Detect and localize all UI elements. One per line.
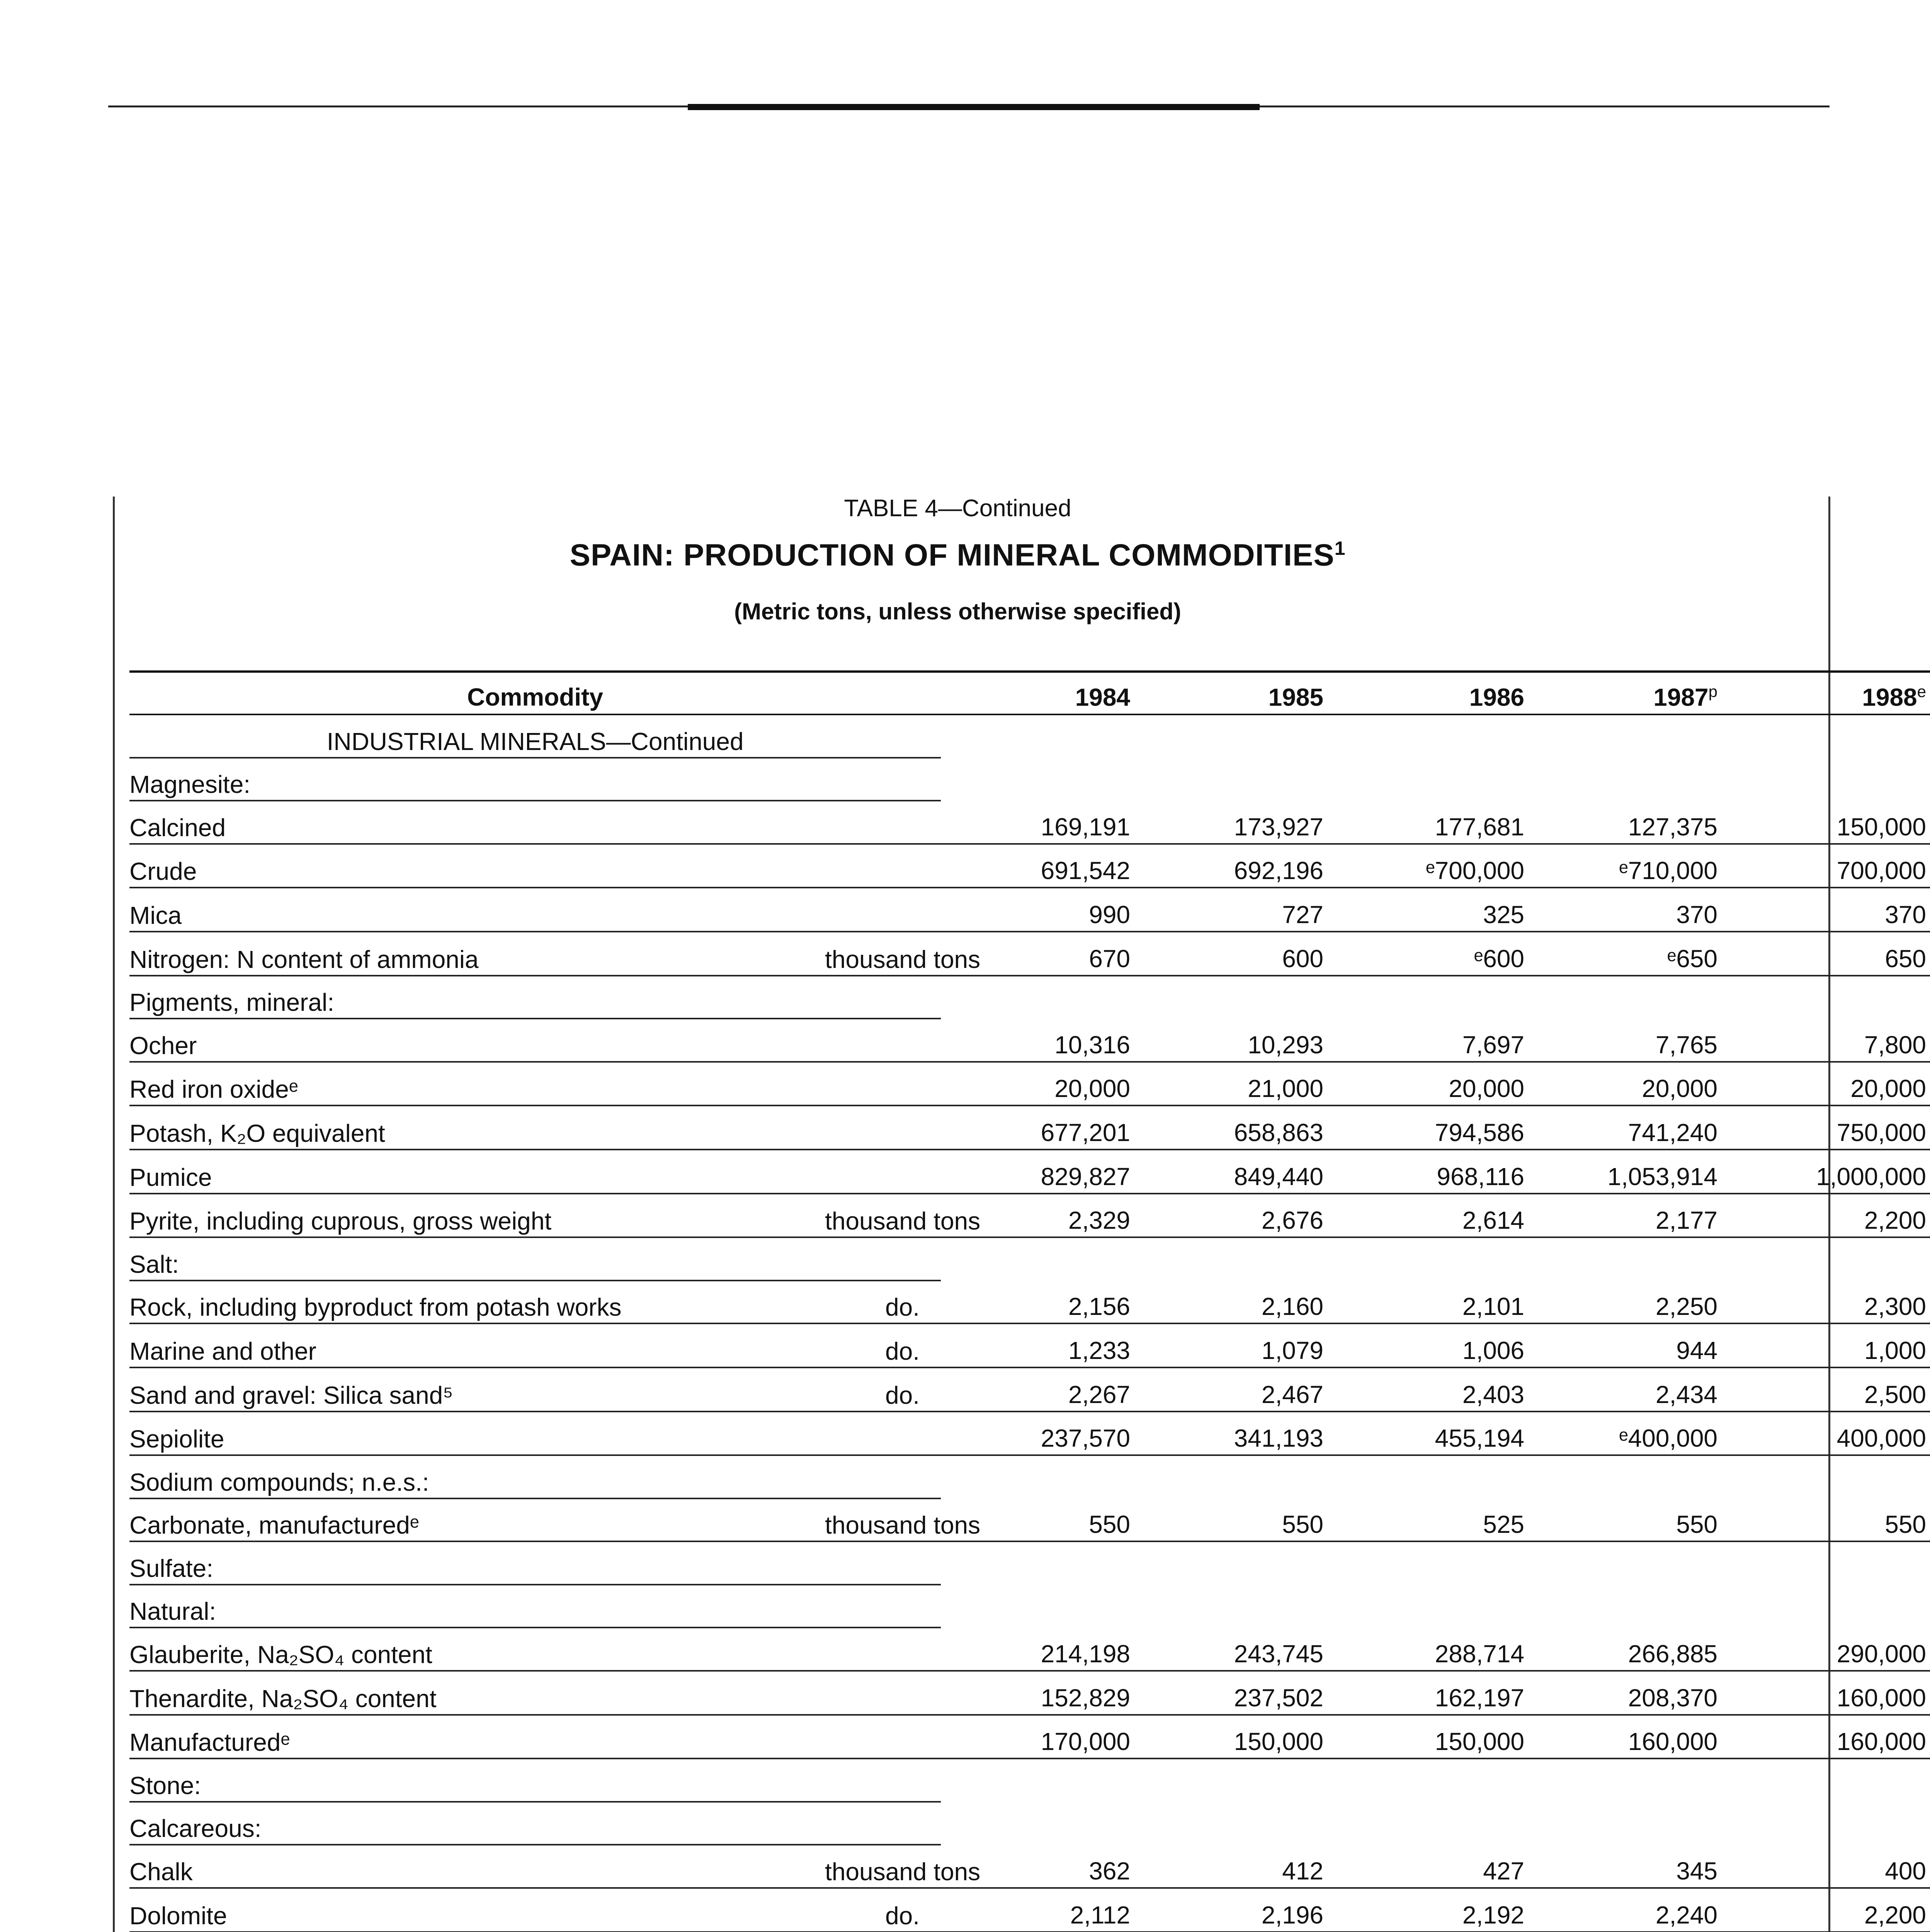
- value-cell: 150,000: [1134, 1715, 1327, 1759]
- value-cell: [1327, 1585, 1528, 1628]
- value-cell: 677,201: [941, 1105, 1134, 1150]
- table-row: [129, 1845, 1930, 1888]
- value-cell: [1721, 1237, 1930, 1281]
- unit-label: thousand tons: [825, 1498, 941, 1542]
- table-title-footnote-mark: 1: [1334, 537, 1346, 559]
- unit-label: [825, 801, 941, 844]
- header-year-mark: p: [1708, 682, 1717, 701]
- value-cell: 650: [1721, 932, 1930, 976]
- value-cell: [1721, 1759, 1930, 1802]
- table-body: [129, 714, 1930, 1932]
- table-subtitle: (Metric tons, unless otherwise specified): [734, 599, 1181, 624]
- table-title: [0, 537, 1915, 573]
- table-row: [129, 1802, 1930, 1845]
- value-cell: [1327, 1759, 1528, 1802]
- value-cell: ᵉ400,000: [1528, 1412, 1721, 1456]
- value-cell: [1327, 976, 1528, 1019]
- value-cell: [1528, 1585, 1721, 1628]
- table-row: [129, 1455, 1930, 1498]
- value-cell: [941, 1585, 1134, 1628]
- table-row: [129, 1412, 1930, 1456]
- table-row: [129, 801, 1930, 844]
- value-cell: [941, 1541, 1134, 1585]
- value-cell: [1134, 758, 1327, 801]
- value-cell: 10,316: [941, 1019, 1134, 1062]
- commodity-label: Pyrite, including cuprous, gross weight: [129, 1194, 825, 1238]
- value-cell: 829,827: [941, 1150, 1134, 1194]
- unit-label: [825, 1759, 941, 1802]
- value-cell: 150,000: [1721, 801, 1930, 844]
- value-cell: 20,000: [1721, 1062, 1930, 1106]
- value-cell: 162,197: [1327, 1671, 1528, 1715]
- unit-label: thousand tons: [825, 1194, 941, 1238]
- commodity-label: Stone:: [129, 1759, 825, 1802]
- value-cell: 341,193: [1134, 1412, 1327, 1456]
- table-row: [129, 844, 1930, 888]
- header-year-label: 1988: [1862, 683, 1917, 711]
- commodity-label: Glauberite, Na₂SO₄ content: [129, 1628, 825, 1671]
- value-cell: 237,570: [941, 1412, 1134, 1456]
- unit-label: thousand tons: [825, 1845, 941, 1888]
- value-cell: 370: [1528, 888, 1721, 932]
- value-cell: ᵉ600: [1327, 932, 1528, 976]
- value-cell: [941, 1759, 1134, 1802]
- header-year: [941, 672, 1134, 714]
- value-cell: 21,000: [1134, 1062, 1327, 1106]
- commodity-label: Calcareous:: [129, 1802, 825, 1845]
- unit-label: [825, 1237, 941, 1281]
- value-cell: 400: [1721, 1845, 1930, 1888]
- value-cell: 550: [1134, 1498, 1327, 1542]
- value-cell: [1134, 1541, 1327, 1585]
- value-cell: 990: [941, 888, 1134, 932]
- value-cell: 169,191: [941, 801, 1134, 844]
- value-cell: [941, 758, 1134, 801]
- value-cell: 2,192: [1327, 1888, 1528, 1932]
- value-cell: [1134, 1802, 1327, 1845]
- unit-label: do.: [825, 1281, 941, 1324]
- value-cell: 170,000: [941, 1715, 1134, 1759]
- value-cell: 208,370: [1528, 1671, 1721, 1715]
- table-row: [129, 1237, 1930, 1281]
- header-year: [1528, 672, 1721, 714]
- value-cell: [1721, 1455, 1930, 1498]
- value-cell: 20,000: [1528, 1062, 1721, 1106]
- unit-label: [825, 1628, 941, 1671]
- value-cell: [1134, 976, 1327, 1019]
- commodity-label: Ocher: [129, 1019, 825, 1062]
- header-year: [1327, 672, 1528, 714]
- table-title-text: SPAIN: PRODUCTION OF MINERAL COMMODITIES: [570, 537, 1335, 572]
- value-cell: 1,053,914: [1528, 1150, 1721, 1194]
- table-row: [129, 1888, 1930, 1932]
- value-cell: [941, 1455, 1134, 1498]
- value-cell: 2,156: [941, 1281, 1134, 1324]
- table-label: TABLE 4—Continued: [844, 495, 1071, 522]
- value-cell: [1134, 1585, 1327, 1628]
- empty-cell: [1134, 714, 1327, 758]
- value-cell: [1528, 1802, 1721, 1845]
- value-cell: 7,800: [1721, 1019, 1930, 1062]
- value-cell: 266,885: [1528, 1628, 1721, 1671]
- value-cell: 243,745: [1134, 1628, 1327, 1671]
- table-row: [129, 1671, 1930, 1715]
- commodity-label: Potash, K₂O equivalent: [129, 1105, 825, 1150]
- unit-label: [825, 976, 941, 1019]
- table-row: [129, 758, 1930, 801]
- header-year-label: 1987: [1653, 683, 1709, 711]
- value-cell: 2,200: [1721, 1888, 1930, 1932]
- value-cell: [1721, 1541, 1930, 1585]
- value-cell: 2,329: [941, 1194, 1134, 1238]
- header-year-label: 1986: [1469, 683, 1524, 711]
- empty-cell: [1721, 714, 1930, 758]
- table-row: [129, 1541, 1930, 1585]
- value-cell: 427: [1327, 1845, 1528, 1888]
- value-cell: 160,000: [1721, 1715, 1930, 1759]
- value-cell: 2,403: [1327, 1367, 1528, 1412]
- commodity-label: Sodium compounds; n.e.s.:: [129, 1455, 825, 1498]
- top-rule-bold-segment: [688, 104, 1260, 110]
- value-cell: [1134, 1455, 1327, 1498]
- value-cell: 370: [1721, 888, 1930, 932]
- value-cell: 173,927: [1134, 801, 1327, 844]
- empty-cell: [1528, 714, 1721, 758]
- value-cell: [1134, 1759, 1327, 1802]
- commodity-label: Carbonate, manufacturedᵉ: [129, 1498, 825, 1542]
- value-cell: 550: [1528, 1498, 1721, 1542]
- commodity-label: Chalk: [129, 1845, 825, 1888]
- header-year-label: 1985: [1268, 683, 1323, 711]
- header-year-mark: e: [1917, 682, 1926, 701]
- table-row: [129, 888, 1930, 932]
- value-cell: 20,000: [1327, 1062, 1528, 1106]
- value-cell: 412: [1134, 1845, 1327, 1888]
- value-cell: 2,196: [1134, 1888, 1327, 1932]
- value-cell: 2,676: [1134, 1194, 1327, 1238]
- value-cell: 237,502: [1134, 1671, 1327, 1715]
- value-cell: 741,240: [1528, 1105, 1721, 1150]
- value-cell: 160,000: [1528, 1715, 1721, 1759]
- header-year-label: 1984: [1075, 683, 1130, 711]
- value-cell: 2,101: [1327, 1281, 1528, 1324]
- value-cell: 2,467: [1134, 1367, 1327, 1412]
- unit-label: do.: [825, 1323, 941, 1367]
- commodity-label: Marine and other: [129, 1323, 825, 1367]
- value-cell: 455,194: [1327, 1412, 1528, 1456]
- table-row: [129, 1150, 1930, 1194]
- empty-cell: [941, 714, 1134, 758]
- value-cell: 2,240: [1528, 1888, 1721, 1932]
- value-cell: ᵉ650: [1528, 932, 1721, 976]
- value-cell: [1721, 976, 1930, 1019]
- production-table: [129, 670, 1930, 1932]
- unit-label: [825, 1541, 941, 1585]
- empty-cell: [1327, 714, 1528, 758]
- value-cell: 1,000,000: [1721, 1150, 1930, 1194]
- header-commodity: Commodity: [129, 672, 941, 714]
- value-cell: 150,000: [1327, 1715, 1528, 1759]
- value-cell: 750,000: [1721, 1105, 1930, 1150]
- value-cell: 325: [1327, 888, 1528, 932]
- value-cell: 7,765: [1528, 1019, 1721, 1062]
- value-cell: [1327, 1455, 1528, 1498]
- value-cell: 670: [941, 932, 1134, 976]
- table-row: [129, 1715, 1930, 1759]
- commodity-label: Sulfate:: [129, 1541, 825, 1585]
- unit-label: [825, 844, 941, 888]
- value-cell: 2,250: [1528, 1281, 1721, 1324]
- value-cell: [1528, 1541, 1721, 1585]
- value-cell: 1,000: [1721, 1323, 1930, 1367]
- commodity-label: Pumice: [129, 1150, 825, 1194]
- table-row: [129, 1323, 1930, 1367]
- header-year: [1721, 672, 1930, 714]
- value-cell: 7,697: [1327, 1019, 1528, 1062]
- table-row: [129, 976, 1930, 1019]
- table-row: [129, 1585, 1930, 1628]
- value-cell: 691,542: [941, 844, 1134, 888]
- table-header-row: [129, 672, 1930, 714]
- value-cell: 345: [1528, 1845, 1721, 1888]
- value-cell: [941, 976, 1134, 1019]
- value-cell: [1721, 1802, 1930, 1845]
- value-cell: ᵉ710,000: [1528, 844, 1721, 888]
- value-cell: 550: [1721, 1498, 1930, 1542]
- unit-label: [825, 1412, 941, 1456]
- table-row: [129, 1759, 1930, 1802]
- commodity-label: Manufacturedᵉ: [129, 1715, 825, 1759]
- commodity-label: Magnesite:: [129, 758, 825, 801]
- value-cell: 658,863: [1134, 1105, 1327, 1150]
- unit-label: [825, 1019, 941, 1062]
- value-cell: [1327, 1541, 1528, 1585]
- value-cell: 2,160: [1134, 1281, 1327, 1324]
- value-cell: 2,614: [1327, 1194, 1528, 1238]
- table-row: [129, 1062, 1930, 1106]
- value-cell: [1134, 1237, 1327, 1281]
- value-cell: [1528, 1455, 1721, 1498]
- commodity-label: Calcined: [129, 801, 825, 844]
- table-row: [129, 1281, 1930, 1324]
- value-cell: 290,000: [1721, 1628, 1930, 1671]
- value-cell: 525: [1327, 1498, 1528, 1542]
- value-cell: 692,196: [1134, 844, 1327, 888]
- unit-label: thousand tons: [825, 932, 941, 976]
- unit-label: do.: [825, 1367, 941, 1412]
- commodity-label: Sand and gravel: Silica sand⁵: [129, 1367, 825, 1412]
- value-cell: 288,714: [1327, 1628, 1528, 1671]
- value-cell: [941, 1802, 1134, 1845]
- unit-label: do.: [825, 1888, 941, 1932]
- value-cell: [941, 1237, 1134, 1281]
- value-cell: ᵉ700,000: [1327, 844, 1528, 888]
- value-cell: 1,006: [1327, 1323, 1528, 1367]
- section-label: INDUSTRIAL MINERALS—Continued: [129, 714, 941, 758]
- value-cell: 2,200: [1721, 1194, 1930, 1238]
- commodity-label: Red iron oxideᵉ: [129, 1062, 825, 1106]
- value-cell: 2,500: [1721, 1367, 1930, 1412]
- value-cell: 944: [1528, 1323, 1721, 1367]
- value-cell: [1721, 758, 1930, 801]
- unit-label: [825, 1150, 941, 1194]
- table-row: [129, 1019, 1930, 1062]
- unit-label: [825, 1105, 941, 1150]
- table-row: [129, 1367, 1930, 1412]
- table-row: [129, 1498, 1930, 1542]
- value-cell: 2,177: [1528, 1194, 1721, 1238]
- commodity-label: Crude: [129, 844, 825, 888]
- value-cell: 794,586: [1327, 1105, 1528, 1150]
- commodity-label: Thenardite, Na₂SO₄ content: [129, 1671, 825, 1715]
- commodity-label: Natural:: [129, 1585, 825, 1628]
- table-row: [129, 1105, 1930, 1150]
- value-cell: 968,116: [1327, 1150, 1528, 1194]
- value-cell: 1,079: [1134, 1323, 1327, 1367]
- value-cell: 10,293: [1134, 1019, 1327, 1062]
- value-cell: [1528, 1237, 1721, 1281]
- value-cell: 550: [941, 1498, 1134, 1542]
- unit-label: [825, 1715, 941, 1759]
- value-cell: 1,233: [941, 1323, 1134, 1367]
- unit-label: [825, 1455, 941, 1498]
- value-cell: 2,112: [941, 1888, 1134, 1932]
- commodity-label: Salt:: [129, 1237, 825, 1281]
- value-cell: [1528, 758, 1721, 801]
- unit-label: [825, 758, 941, 801]
- value-cell: [1327, 1237, 1528, 1281]
- commodity-label: Pigments, mineral:: [129, 976, 825, 1019]
- unit-label: [825, 1062, 941, 1106]
- unit-label: [825, 1671, 941, 1715]
- value-cell: 177,681: [1327, 801, 1528, 844]
- value-cell: 127,375: [1528, 801, 1721, 844]
- value-cell: 849,440: [1134, 1150, 1327, 1194]
- value-cell: 2,300: [1721, 1281, 1930, 1324]
- value-cell: [1327, 758, 1528, 801]
- unit-label: [825, 888, 941, 932]
- value-cell: 152,829: [941, 1671, 1134, 1715]
- value-cell: 600: [1134, 932, 1327, 976]
- section-row: [129, 714, 1930, 758]
- value-cell: 362: [941, 1845, 1134, 1888]
- value-cell: 2,434: [1528, 1367, 1721, 1412]
- value-cell: 727: [1134, 888, 1327, 932]
- commodity-label: Dolomite: [129, 1888, 825, 1932]
- commodity-label: Mica: [129, 888, 825, 932]
- commodity-label: Rock, including byproduct from potash works: [129, 1281, 825, 1324]
- value-cell: 700,000: [1721, 844, 1930, 888]
- value-cell: 214,198: [941, 1628, 1134, 1671]
- table-row: [129, 1194, 1930, 1238]
- header-year: [1134, 672, 1327, 714]
- value-cell: 160,000: [1721, 1671, 1930, 1715]
- left-margin-line: [113, 497, 115, 1932]
- value-cell: 2,267: [941, 1367, 1134, 1412]
- unit-label: [825, 1802, 941, 1845]
- commodity-label: Sepiolite: [129, 1412, 825, 1456]
- value-cell: 400,000: [1721, 1412, 1930, 1456]
- unit-label: [825, 1585, 941, 1628]
- commodity-label: Nitrogen: N content of ammonia: [129, 932, 825, 976]
- value-cell: [1528, 1759, 1721, 1802]
- table-row: [129, 932, 1930, 976]
- value-cell: [1327, 1802, 1528, 1845]
- value-cell: 20,000: [941, 1062, 1134, 1106]
- value-cell: [1528, 976, 1721, 1019]
- value-cell: [1721, 1585, 1930, 1628]
- table-row: [129, 1628, 1930, 1671]
